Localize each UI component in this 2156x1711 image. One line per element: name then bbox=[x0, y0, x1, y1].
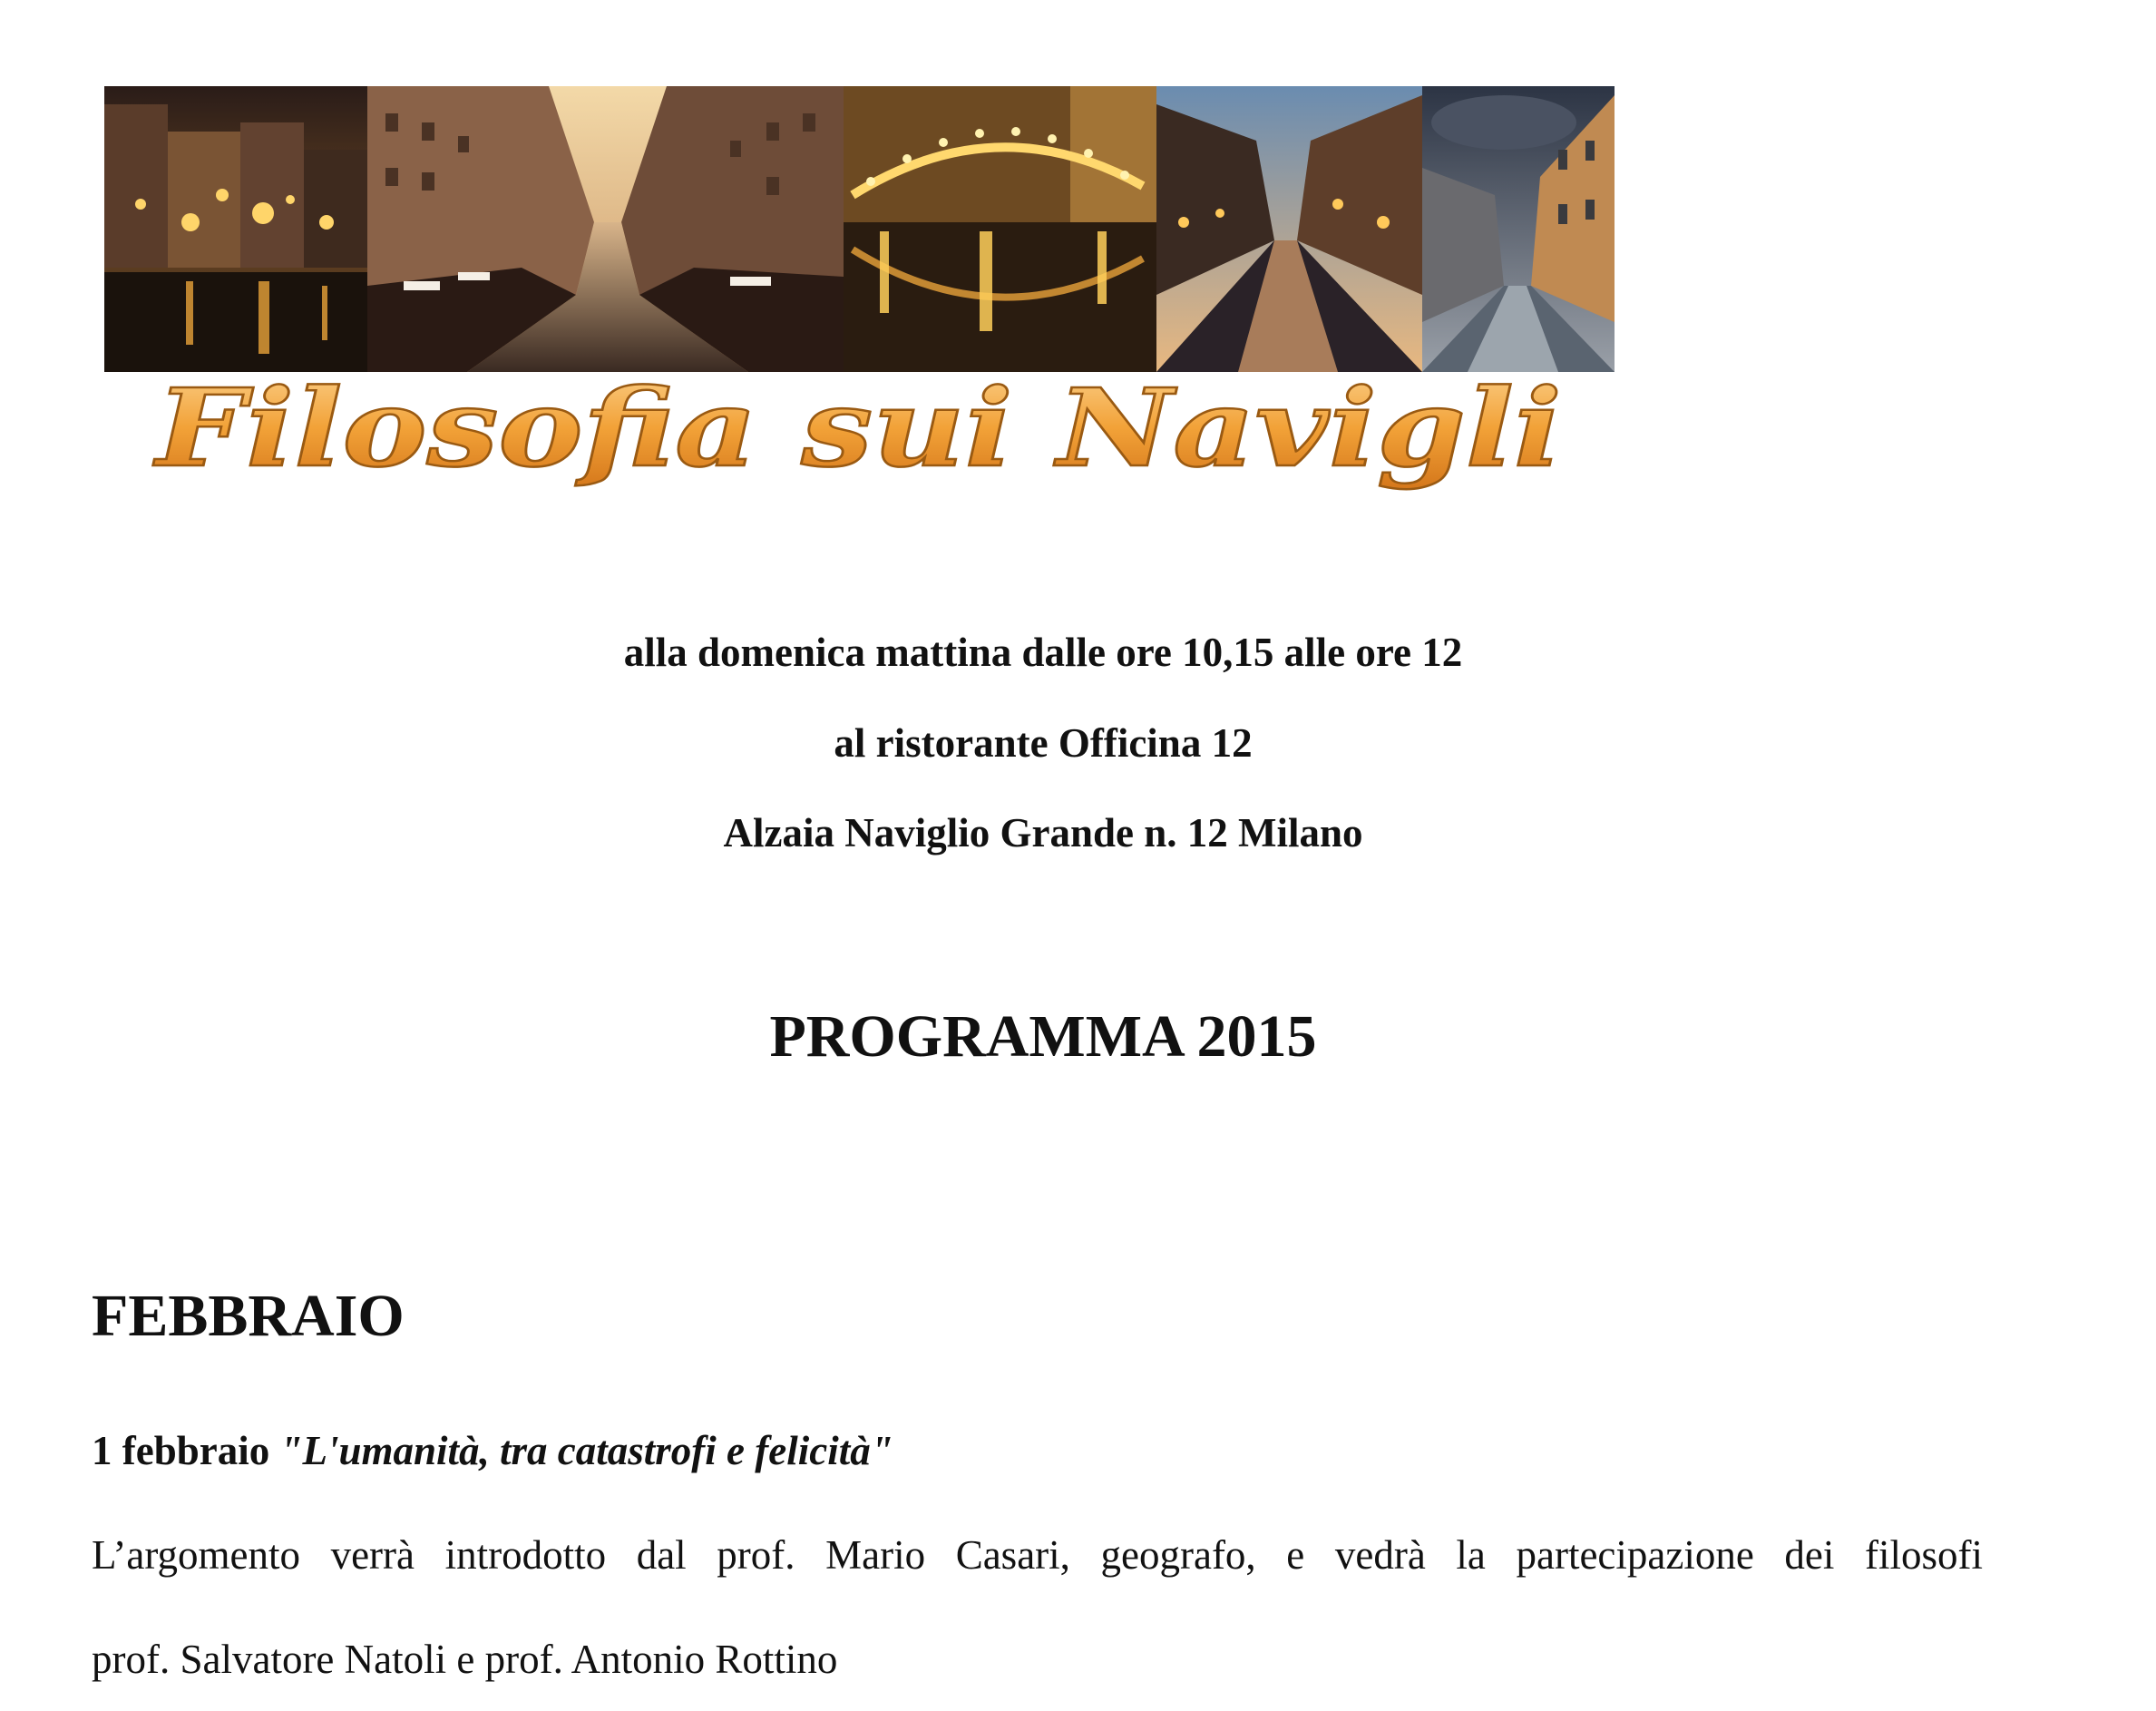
schedule-time-line: alla domenica mattina dalle ore 10,15 alle ore 12 bbox=[623, 630, 1463, 675]
banner-title bbox=[104, 367, 1615, 513]
canal-cloudy-photo bbox=[1422, 86, 1615, 372]
canal-sunset-photo bbox=[1156, 86, 1422, 372]
month-heading: FEBBRAIO bbox=[92, 1283, 405, 1349]
canal-dusk-photo bbox=[367, 86, 844, 372]
schedule-venue-line: al ristorante Officina 12 bbox=[834, 720, 1253, 766]
event-title bbox=[92, 1428, 893, 1473]
program-title: PROGRAMMA 2015 bbox=[769, 1003, 1317, 1070]
event-description-line-1: L’argomento verrà introdotto dal prof. Mario Casari, geografo, e vedrà la partecipazione dei filosofi bbox=[92, 1532, 1983, 1578]
event-date: 1 febbraio bbox=[92, 1428, 270, 1473]
banner-photo-collage bbox=[104, 86, 1615, 372]
event-description-line-2: prof. Salvatore Natoli e prof. Antonio Rottino bbox=[92, 1637, 838, 1682]
canal-night-photo-1 bbox=[104, 86, 367, 372]
banner-title-text: Filosofia sui Navigli bbox=[152, 367, 1562, 491]
schedule-address-line: Alzaia Naviglio Grande n. 12 Milano bbox=[723, 810, 1363, 856]
event-quote-title: "L'umanità, tra catastrofi e felicità" bbox=[279, 1428, 893, 1473]
illuminated-bridge-photo bbox=[844, 86, 1156, 372]
